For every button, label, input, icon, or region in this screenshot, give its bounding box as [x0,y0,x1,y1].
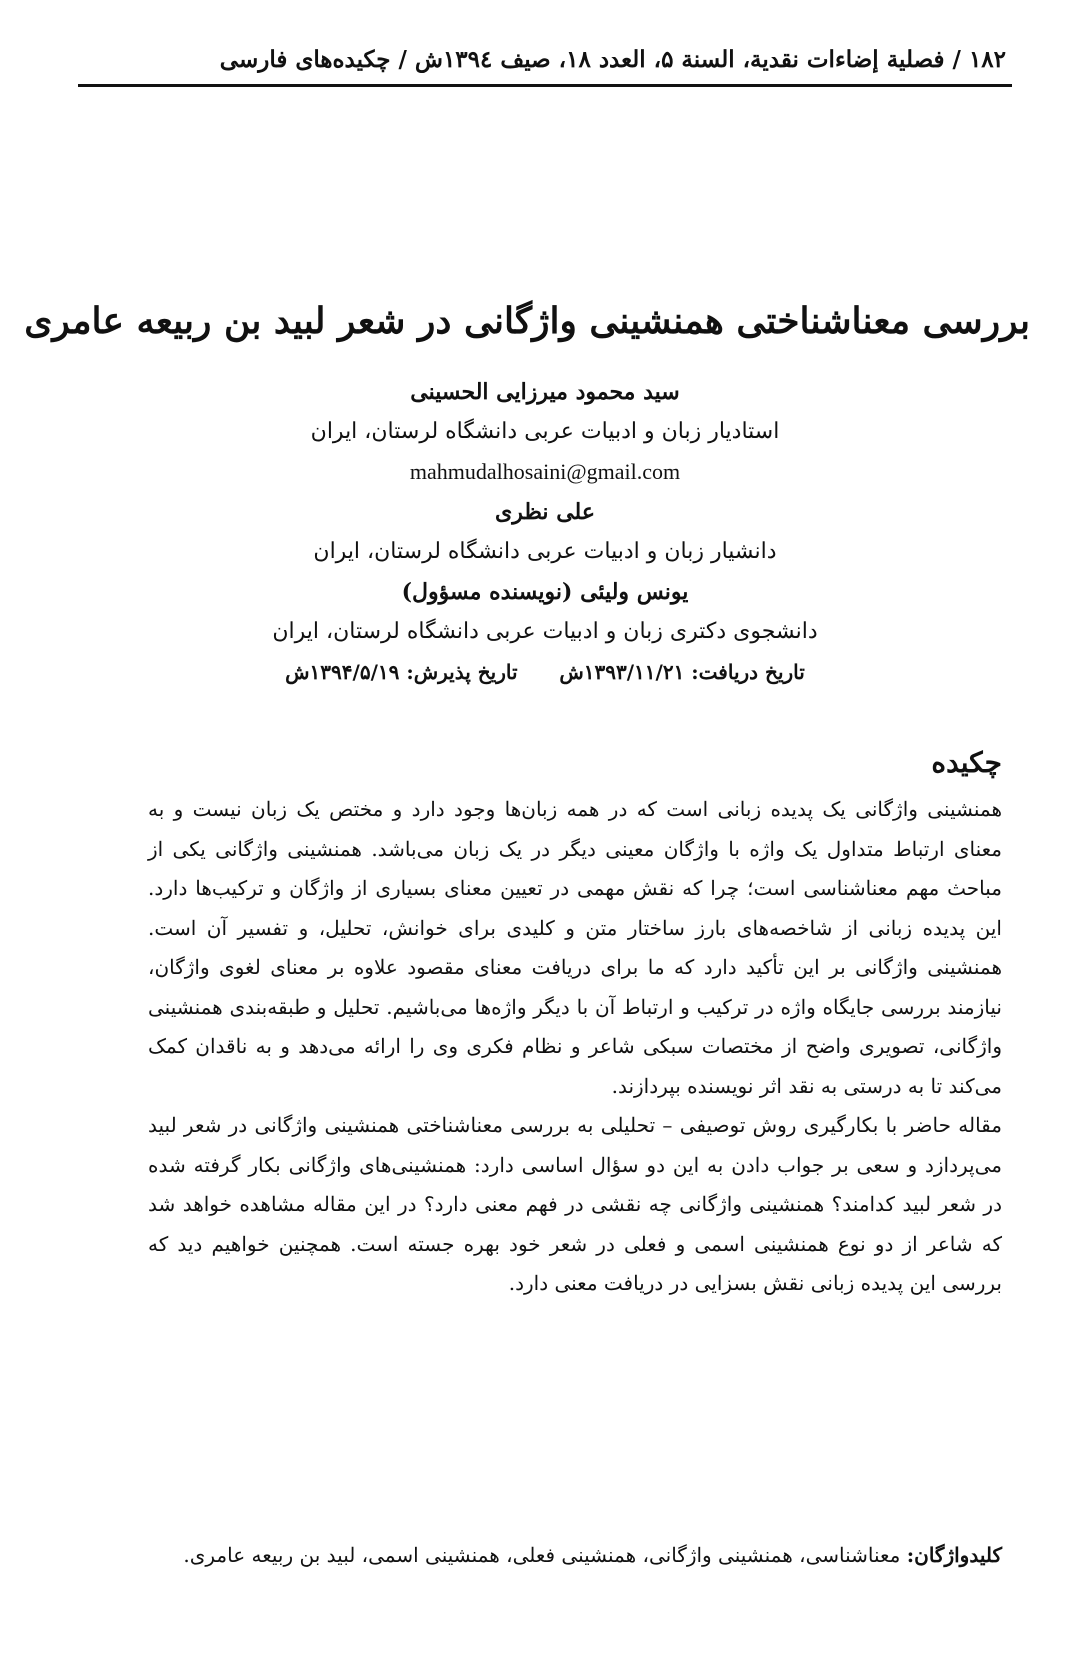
abstract-paragraph-1: همنشینی واژگانی یک پدیده زبانی است که در همه زبان‌ها وجود دارد و مختص یک زبان نیست و به معنای ارتباط متداول یک واژه با واژگان معینی دیگر در یک زبان می‌باشد. همنشینی واژگانی یکی از مباحث مهم معناشناسی است؛ چرا که نقش مهمی در تعیین معنای بسیاری از واژگان و ترکیب‌ها دارد. این پدیده زبانی از شاخصه‌های بارز ساختار متن و کلیدی برای خوانش، تحلیل، و تفسیر آن است. همنشینی واژگانی بر این تأکید دارد که ما برای دریافت معنای مقصود علاوه بر معنای لغوی واژگان، نیازمند بررسی جایگاه واژه در ترکیب و ارتباط آن با دیگر واژه‌ها می‌باشیم. تحلیل و طبقه‌بندی همنشینی واژگانی، تصویری واضح از مختصات سبکی شاعر و نظام فکری وی را ارائه می‌دهد و به ناقدان کمک می‌کند تا به درستی به نقد اثر نویسنده بپردازند. [148,797,1003,1098]
author-1-name: سید محمود میرزایی الحسینی [410,379,680,405]
keywords-label: کلیدواژگان: [906,1543,1002,1567]
running-head: ۱۸۲ / فصلية إضاءات نقدية، السنة ۵، العدد ۱۸، صيف ۱۳۹٤ش / چکیده‌های فارسی [78,40,1012,87]
received-date: ۱۳۹۳/۱۱/۲۱ش [559,660,685,684]
received-label: تاریخ دریافت: [691,660,805,684]
author-2-name: علی نظری [495,499,595,525]
author-2-affiliation: دانشیار زبان و ادبیات عربی دانشگاه لرستان، ایران [313,539,777,564]
article-title: بررسی معناشناختی همنشینی واژگانی در شعر لبید بن ربیعه عامری [24,300,1030,342]
keywords-text: معناشناسی، همنشینی واژگانی، همنشینی فعلی، همنشینی اسمی، لبید بن ربیعه عامری. [183,1543,901,1567]
author-1-email[interactable]: mahmudalhosaini@gmail.com [409,459,681,484]
abstract-paragraph-2: مقاله حاضر با بکارگیری روش توصیفی – تحلیلی به بررسی معناشناختی همنشینی واژگانی در شعر لبید می‌پردازد و سعی بر جواب دادن به این دو سؤال اساسی دارد: همنشینی‌های واژگانی بکار گرفته شده در شعر لبید کدامند؟ همنشینی واژگانی چه نقشی در فهم معنی دارد؟ در این مقاله مشاهده خواهد شد که شاعر از دو نوع همنشینی اسمی و فعلی در شعر خود بهره جسته است. همچنین خواهیم دید که بررسی این پدیده زبانی نقش بسزایی در دریافت معنی دارد. [148,1113,1002,1295]
abstract-body [148,790,1002,1304]
keywords [148,1536,1002,1575]
accepted-date: ۱۳۹۴/۵/۱۹ش [285,660,400,684]
author-block [150,372,940,692]
author-3-name: یونس ولیئی (نویسنده مسؤول) [401,579,689,605]
accepted-label: تاریخ پذیرش: [406,660,518,684]
author-3-affiliation: دانشجوی دکتری زبان و ادبیات عربی دانشگاه لرستان، ایران [272,619,818,644]
article-dates [150,652,940,692]
abstract-heading: چکیده [931,746,1002,779]
author-1-affiliation: استادیار زبان و ادبیات عربی دانشگاه لرستان، ایران [310,419,780,444]
